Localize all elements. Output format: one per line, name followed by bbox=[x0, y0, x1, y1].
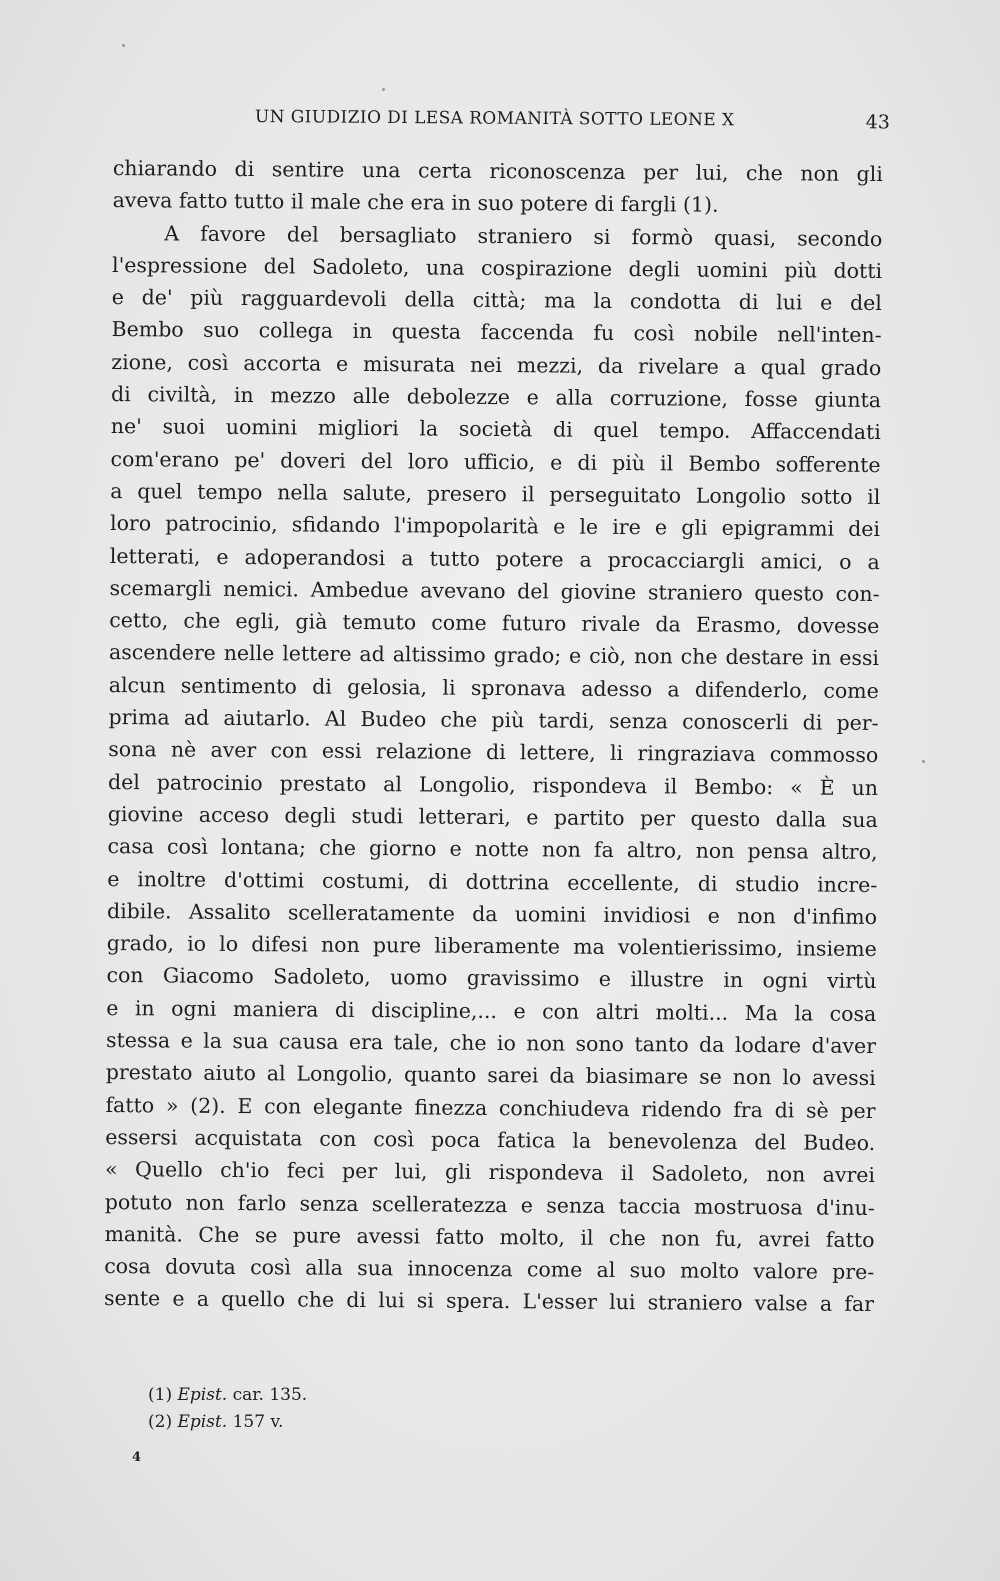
text-line: zione, così accorta e misurata nei mezzi, da rivelare a qual grado bbox=[111, 349, 882, 380]
text-line: potuto non farlo senza scelleratezza e senza taccia mostruosa d'inu- bbox=[104, 1189, 875, 1220]
footnote-mark: (2) bbox=[148, 1412, 173, 1432]
text-line: alcun sentimento di gelosia, li spronava adesso a difenderlo, come bbox=[108, 672, 879, 703]
text-line: ascendere nelle lettere ad altissimo grado; e ciò, non che destare in essi bbox=[108, 640, 880, 671]
text-line: dibile. Assalito scelleratamente da uomini invidiosi e non d'infimo bbox=[106, 898, 878, 929]
text-line: « Quello ch'io feci per lui, gli rispondeva il Sadoleto, non avrei bbox=[104, 1157, 876, 1188]
text-line: di civiltà, in mezzo alle debolezze e alla corruzione, fosse giunta bbox=[111, 382, 882, 413]
text-line: casa così lontana; che giorno e notte non fa altro, non pensa altro, bbox=[107, 834, 878, 865]
running-title: UN GIUDIZIO DI LESA ROMANITÀ SOTTO LEONE X bbox=[254, 106, 735, 131]
text-line: scemargli nemici. Ambedue avevano del giovine straniero questo con- bbox=[109, 575, 880, 606]
text-line: ne' suoi uomini migliori la società di quel tempo. Affaccendati bbox=[110, 414, 881, 445]
text-line: e de' più ragguardevoli della città; ma la condotta di lui e del bbox=[111, 285, 882, 316]
footnote-reference: car. 135. bbox=[227, 1385, 308, 1405]
footnote-mark: (1) bbox=[148, 1385, 173, 1405]
text-line: Bembo suo collega in questa faccenda fu così nobile nell'inten- bbox=[111, 317, 882, 348]
paper-speck bbox=[122, 44, 125, 47]
text-line: aveva fatto tutto il male che era in suo potere di fargli (1). bbox=[112, 188, 719, 218]
text-line: loro patrocinio, sfidando l'impopolarità e le ire e gli epigrammi dei bbox=[109, 511, 881, 542]
text-line: stessa e la sua causa era tale, che io non sono tanto da lodare d'aver bbox=[105, 1027, 877, 1059]
footnote-source: Epist. bbox=[177, 1412, 228, 1432]
text-line: sona nè aver con essi relazione di lettere, li ringraziava commosso bbox=[108, 737, 879, 768]
footnote-source: Epist. bbox=[177, 1385, 228, 1405]
text-line: con Giacomo Sadoleto, uomo gravissimo e illustre in ogni virtù bbox=[106, 963, 877, 994]
footnote bbox=[148, 1409, 548, 1436]
text-line: fatto » (2). E con elegante finezza conchiudeva ridendo fra di sè per bbox=[105, 1092, 876, 1123]
page-number: 43 bbox=[865, 111, 890, 134]
running-head bbox=[115, 106, 890, 141]
signature-mark: 4 bbox=[132, 1450, 142, 1465]
text-line: chiarando di sentire una certa riconoscenza per lui, che non gli bbox=[112, 155, 883, 187]
text-line: cetto, che egli, già temuto come futuro rivale da Erasmo, dovesse bbox=[109, 608, 880, 639]
text-line: A favore del bersagliato straniero si formò quasi, secondo bbox=[164, 221, 883, 251]
footnote bbox=[148, 1382, 548, 1409]
text-line: com'erano pe' doveri del loro ufficio, e di più il Bembo sofferente bbox=[110, 446, 881, 477]
text-line: essersi acquistata con così poca fatica la benevolenza del Budeo. bbox=[105, 1124, 876, 1155]
text-line: a quel tempo nella salute, presero il perseguitato Longolio sotto il bbox=[110, 478, 881, 510]
text-line: sente e a quello che di lui si spera. L'esser lui straniero valse a far bbox=[103, 1286, 875, 1317]
footnotes bbox=[148, 1382, 548, 1436]
text-line: e inoltre d'ottimi costumi, di dottrina eccellente, di studio incre- bbox=[107, 866, 878, 897]
footnote-reference: 157 v. bbox=[227, 1412, 284, 1432]
body-text bbox=[104, 152, 883, 1321]
paper-speck bbox=[382, 88, 385, 91]
text-line: grado, io lo difesi non pure liberamente ma volentierissimo, insieme bbox=[106, 931, 877, 962]
paper-speck bbox=[922, 760, 925, 763]
text-line: prestato aiuto al Longolio, quanto sarei da biasimare se non lo avessi bbox=[105, 1060, 876, 1091]
text-line: manità. Che se pure avessi fatto molto, il che non fu, avrei fatto bbox=[104, 1221, 875, 1252]
text-line: e in ogni maniera di discipline,... e con altri molti... Ma la cosa bbox=[106, 995, 877, 1026]
text-line: giovine acceso degli studi letterari, e partito per questo dalla sua bbox=[107, 801, 878, 832]
text-line: l'espressione del Sadoleto, una cospirazione degli uomini più dotti bbox=[112, 252, 883, 283]
text-line: cosa dovuta così alla sua innocenza come al suo molto valore pre- bbox=[104, 1254, 875, 1285]
text-line: prima ad aiutarlo. Al Budeo che più tardi, senza conoscerli di per- bbox=[108, 705, 879, 736]
text-line: letterati, e adoperandosi a tutto potere a procacciargli amici, o a bbox=[109, 543, 880, 574]
text-line: del patrocinio prestato al Longolio, rispondeva il Bembo: « È un bbox=[107, 769, 879, 800]
